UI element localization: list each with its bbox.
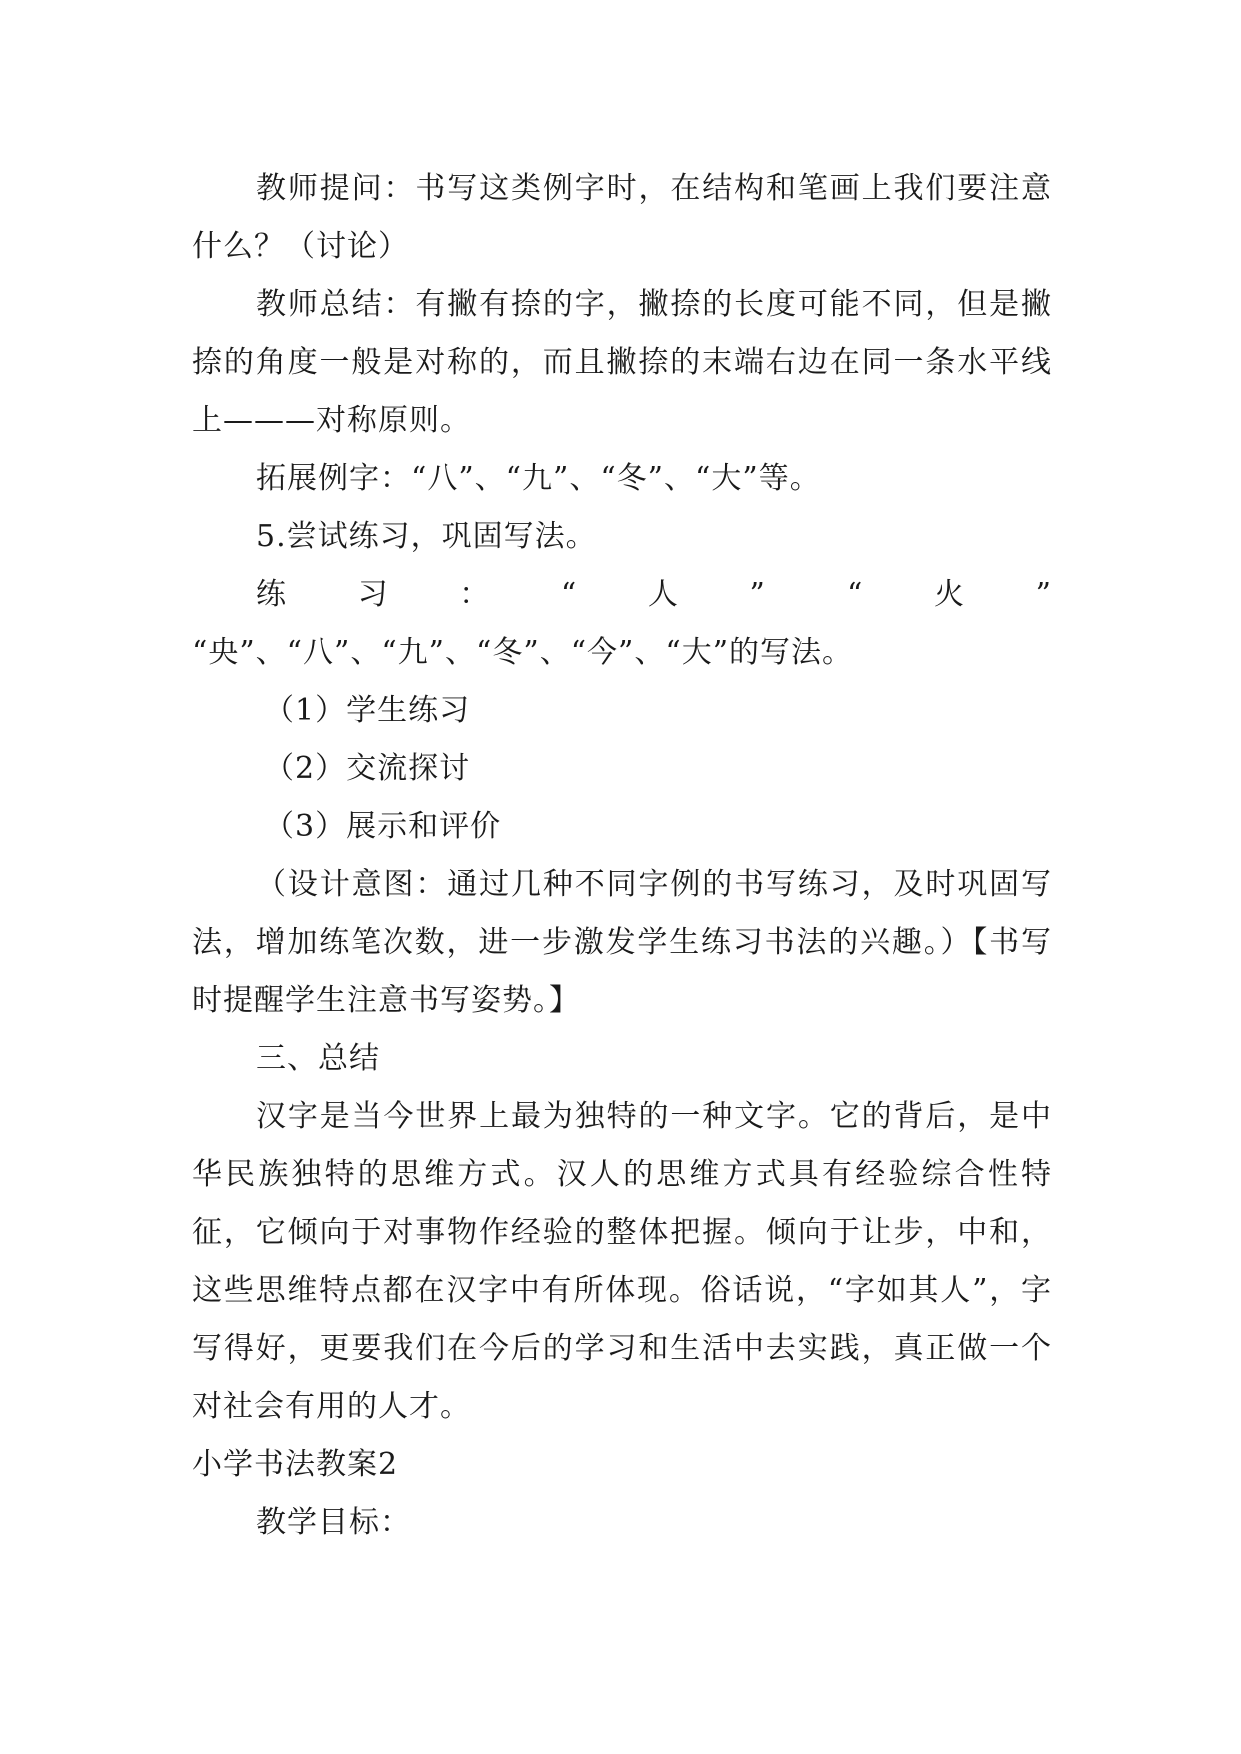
paragraph-teaching-goals: 教学目标： bbox=[256, 1505, 411, 1540]
list-item-display-evaluation: （3）展示和评价 bbox=[264, 809, 502, 844]
list-item-discussion: （2）交流探讨 bbox=[264, 751, 471, 786]
section-heading-summary: 三、总结 bbox=[256, 1041, 380, 1076]
paragraph-practice: 练习：“人” “火” “央”、“八”、“九”、“冬”、“今”、“大”的写法。 bbox=[192, 577, 1052, 670]
paragraph-step-5: 5.尝试练习，巩固写法。 bbox=[256, 519, 597, 554]
paragraph-teacher-question: 教师提问：书写这类例字时，在结构和笔画上我们要注意什么？（讨论） bbox=[192, 171, 1052, 264]
document-body bbox=[192, 160, 1052, 1552]
paragraph-teacher-summary: 教师总结：有撇有捺的字，撇捺的长度可能不同，但是撇捺的角度一般是对称的，而且撇捺的末端右边在同一条水平线上———对称原则。 bbox=[192, 287, 1052, 438]
paragraph-design-intent: （设计意图：通过几种不同字例的书写练习，及时巩固写法，增加练笔次数，进一步激发学生练习书法的兴趣。）【书写时提醒学生注意书写姿势。】 bbox=[192, 867, 1052, 1018]
list-item-student-practice: （1）学生练习 bbox=[264, 693, 471, 728]
paragraph-extended-examples: 拓展例字：“八”、“九”、“冬”、“大”等。 bbox=[256, 461, 821, 496]
paragraph-chinese-characters: 汉字是当今世界上最为独特的一种文字。它的背后，是中华民族独特的思维方式。汉人的思维方式具有经验综合性特征，它倾向于对事物作经验的整体把握。倾向于让步，中和，这些思维特点都在汉字中有所体现。俗话说，“字如其人”，字写得好，更要我们在今后的学习和生活中去实践，真正做一个对社会有用的人才。 bbox=[192, 1099, 1052, 1424]
lesson-plan-title: 小学书法教案2 bbox=[192, 1447, 399, 1482]
